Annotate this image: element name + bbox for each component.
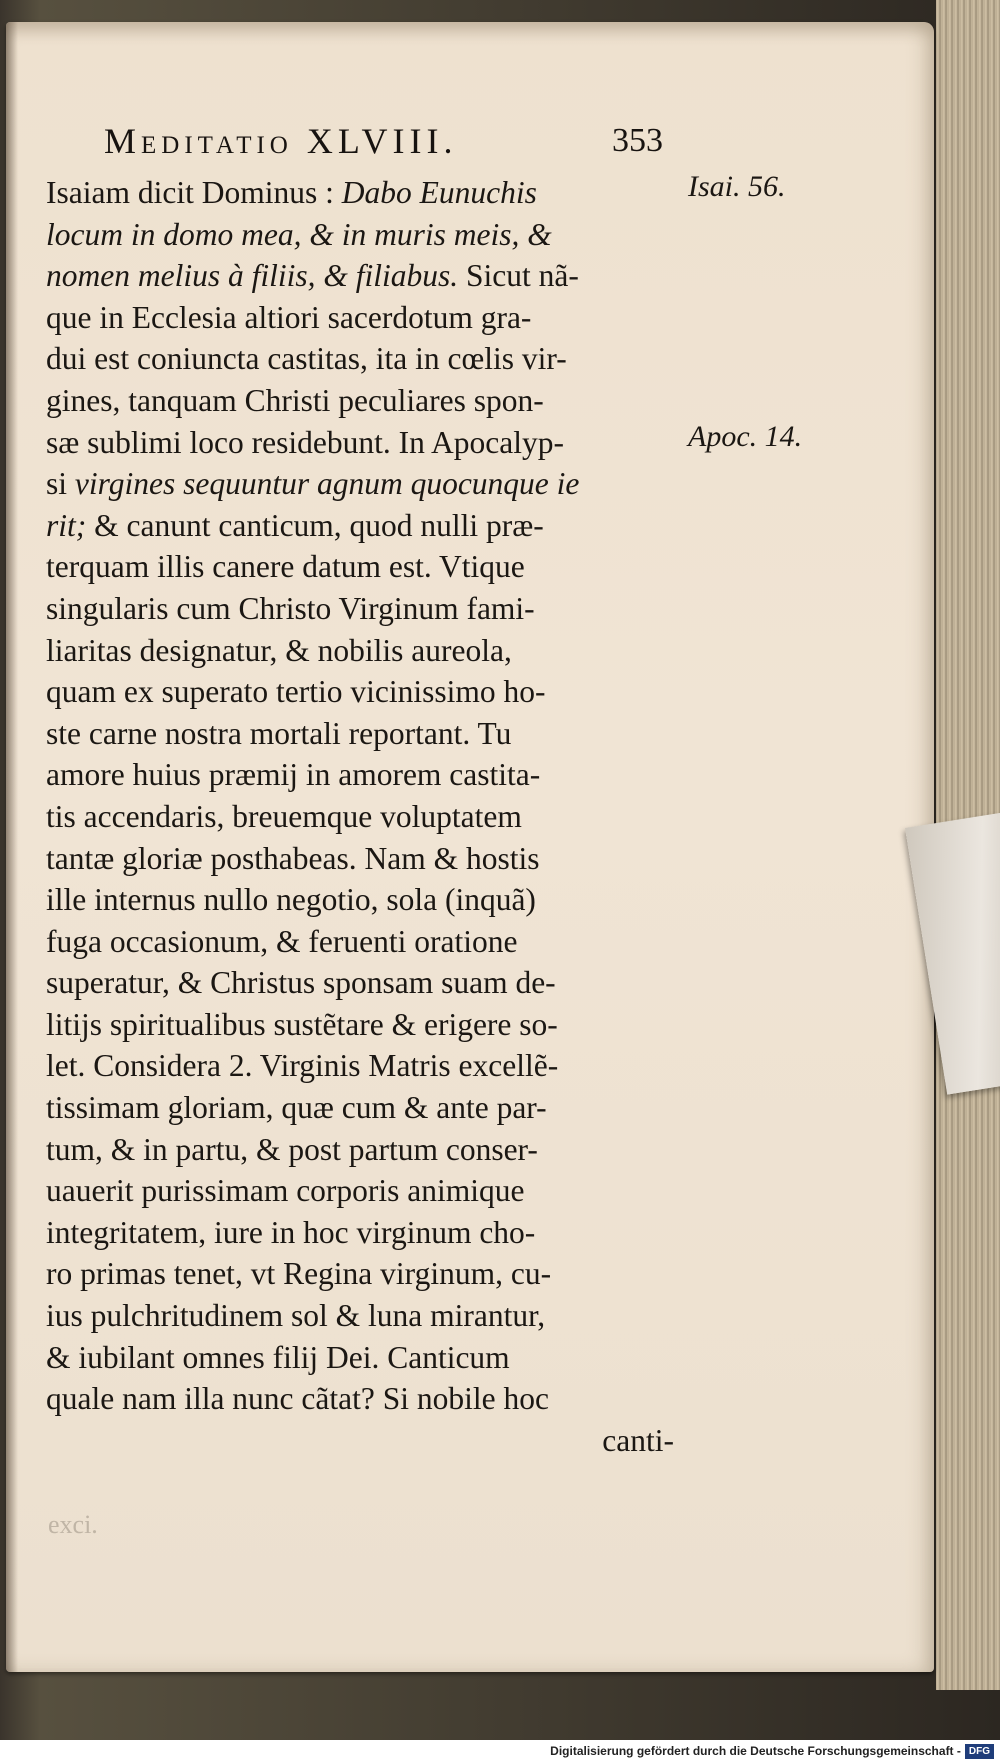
text-segment: singularis cum Christo Virginum fami-	[46, 590, 535, 626]
text-line	[46, 380, 678, 422]
text-segment: quam ex superato tertio vicinissimo ho-	[46, 674, 546, 710]
text-line	[46, 172, 678, 214]
text-line	[46, 1170, 678, 1212]
text-segment: Sicut nã-	[458, 258, 579, 294]
text-segment: ille internus nullo negotio, sola (inquã)	[46, 882, 536, 918]
text-line	[46, 588, 678, 630]
text-segment: amore huius præmij in amorem castita-	[46, 757, 541, 793]
text-line	[46, 1129, 678, 1171]
margin-note-apocalypse: Apoc. 14.	[688, 420, 803, 453]
text-line	[46, 422, 678, 464]
text-line	[46, 754, 678, 796]
footer-strip	[0, 1740, 1000, 1762]
text-segment: integritatem, iure in hoc virginum cho-	[46, 1214, 536, 1250]
page-number: 353	[612, 122, 663, 159]
running-head: Meditatio XLVIII.	[104, 121, 458, 161]
book-page	[6, 22, 934, 1672]
text-segment: let. Considera 2. Virginis Matris excellẽ-	[46, 1048, 559, 1084]
text-line	[46, 879, 678, 921]
text-line	[46, 1087, 678, 1129]
text-segment: fuga occasionum, & feruenti oratione	[46, 923, 518, 959]
text-line	[46, 1212, 678, 1254]
text-segment: ste carne nostra mortali reportant. Tu	[46, 715, 512, 751]
text-segment: tum, & in partu, & post partum conser-	[46, 1131, 538, 1167]
catchword: canti-	[602, 1422, 674, 1458]
text-line	[46, 921, 678, 963]
margin-note-isaiah: Isai. 56.	[688, 170, 786, 203]
text-segment: superatur, & Christus sponsam suam de-	[46, 965, 556, 1001]
text-line	[46, 505, 678, 547]
text-segment: litijs spiritualibus sustẽtare & erigere so-	[46, 1006, 558, 1042]
text-segment: virgines sequuntur agnum quocunque ie	[74, 466, 580, 502]
body-text	[46, 172, 678, 1461]
text-segment: Isaiam dicit Dominus :	[46, 175, 342, 210]
text-segment: quale nam illa nunc cãtat? Si nobile hoc	[46, 1381, 549, 1417]
text-segment: liaritas designatur, & nobilis aureola,	[46, 632, 512, 668]
text-line	[46, 1295, 678, 1337]
text-line	[46, 796, 678, 838]
text-segment: si	[46, 466, 75, 502]
text-segment: nomen melius à filiis, & filiabus.	[46, 258, 459, 294]
text-segment: ius pulchritudinem sol & luna mirantur,	[46, 1298, 546, 1334]
page-header	[104, 120, 684, 164]
text-line	[46, 1378, 678, 1420]
text-segment: que in Ecclesia altiori sacerdotum gra-	[46, 299, 532, 335]
text-segment: uauerit purissimam corporis animique	[46, 1173, 525, 1209]
text-segment: tantæ gloriæ posthabeas. Nam & hostis	[46, 840, 540, 876]
text-line	[46, 1253, 678, 1295]
text-line	[46, 630, 678, 672]
text-line	[46, 1337, 678, 1379]
text-segment: & iubilant omnes filij Dei. Canticum	[46, 1339, 510, 1375]
text-line	[46, 1045, 678, 1087]
text-segment: dui est coniuncta castitas, ita in cœlis vir-	[46, 341, 567, 377]
digitization-credit: Digitalisierung gefördert durch die Deutsche Forschungsgemeinschaft -	[550, 1744, 961, 1758]
text-line	[46, 671, 678, 713]
text-segment: ro primas tenet, vt Regina virginum, cu-	[46, 1256, 552, 1292]
text-line	[46, 546, 678, 588]
text-line	[46, 338, 678, 380]
text-line	[46, 1004, 678, 1046]
text-segment: Dabo Eunuchis	[341, 175, 537, 210]
text-segment: terquam illis canere datum est. Vtique	[46, 549, 525, 585]
text-segment: & canunt canticum, quod nulli præ-	[86, 507, 544, 543]
text-segment: tis accendaris, breuemque voluptatem	[46, 798, 522, 834]
text-segment: sæ sublimi loco residebunt. In Apocalyp-	[46, 424, 564, 460]
bleed-through-text: exci.	[48, 1510, 98, 1539]
text-segment: gines, tanquam Christi peculiares spon-	[46, 382, 544, 418]
text-line	[46, 297, 678, 339]
text-line	[46, 255, 678, 297]
text-line	[46, 838, 678, 880]
text-segment: locum in domo mea, & in muris meis, &	[46, 216, 552, 252]
text-segment: rit;	[46, 507, 87, 543]
text-line	[46, 713, 678, 755]
text-segment: tissimam gloriam, quæ cum & ante par-	[46, 1090, 547, 1126]
dfg-logo: DFG	[965, 1744, 994, 1759]
text-line	[46, 214, 678, 256]
text-line	[46, 962, 678, 1004]
text-line	[46, 463, 678, 505]
